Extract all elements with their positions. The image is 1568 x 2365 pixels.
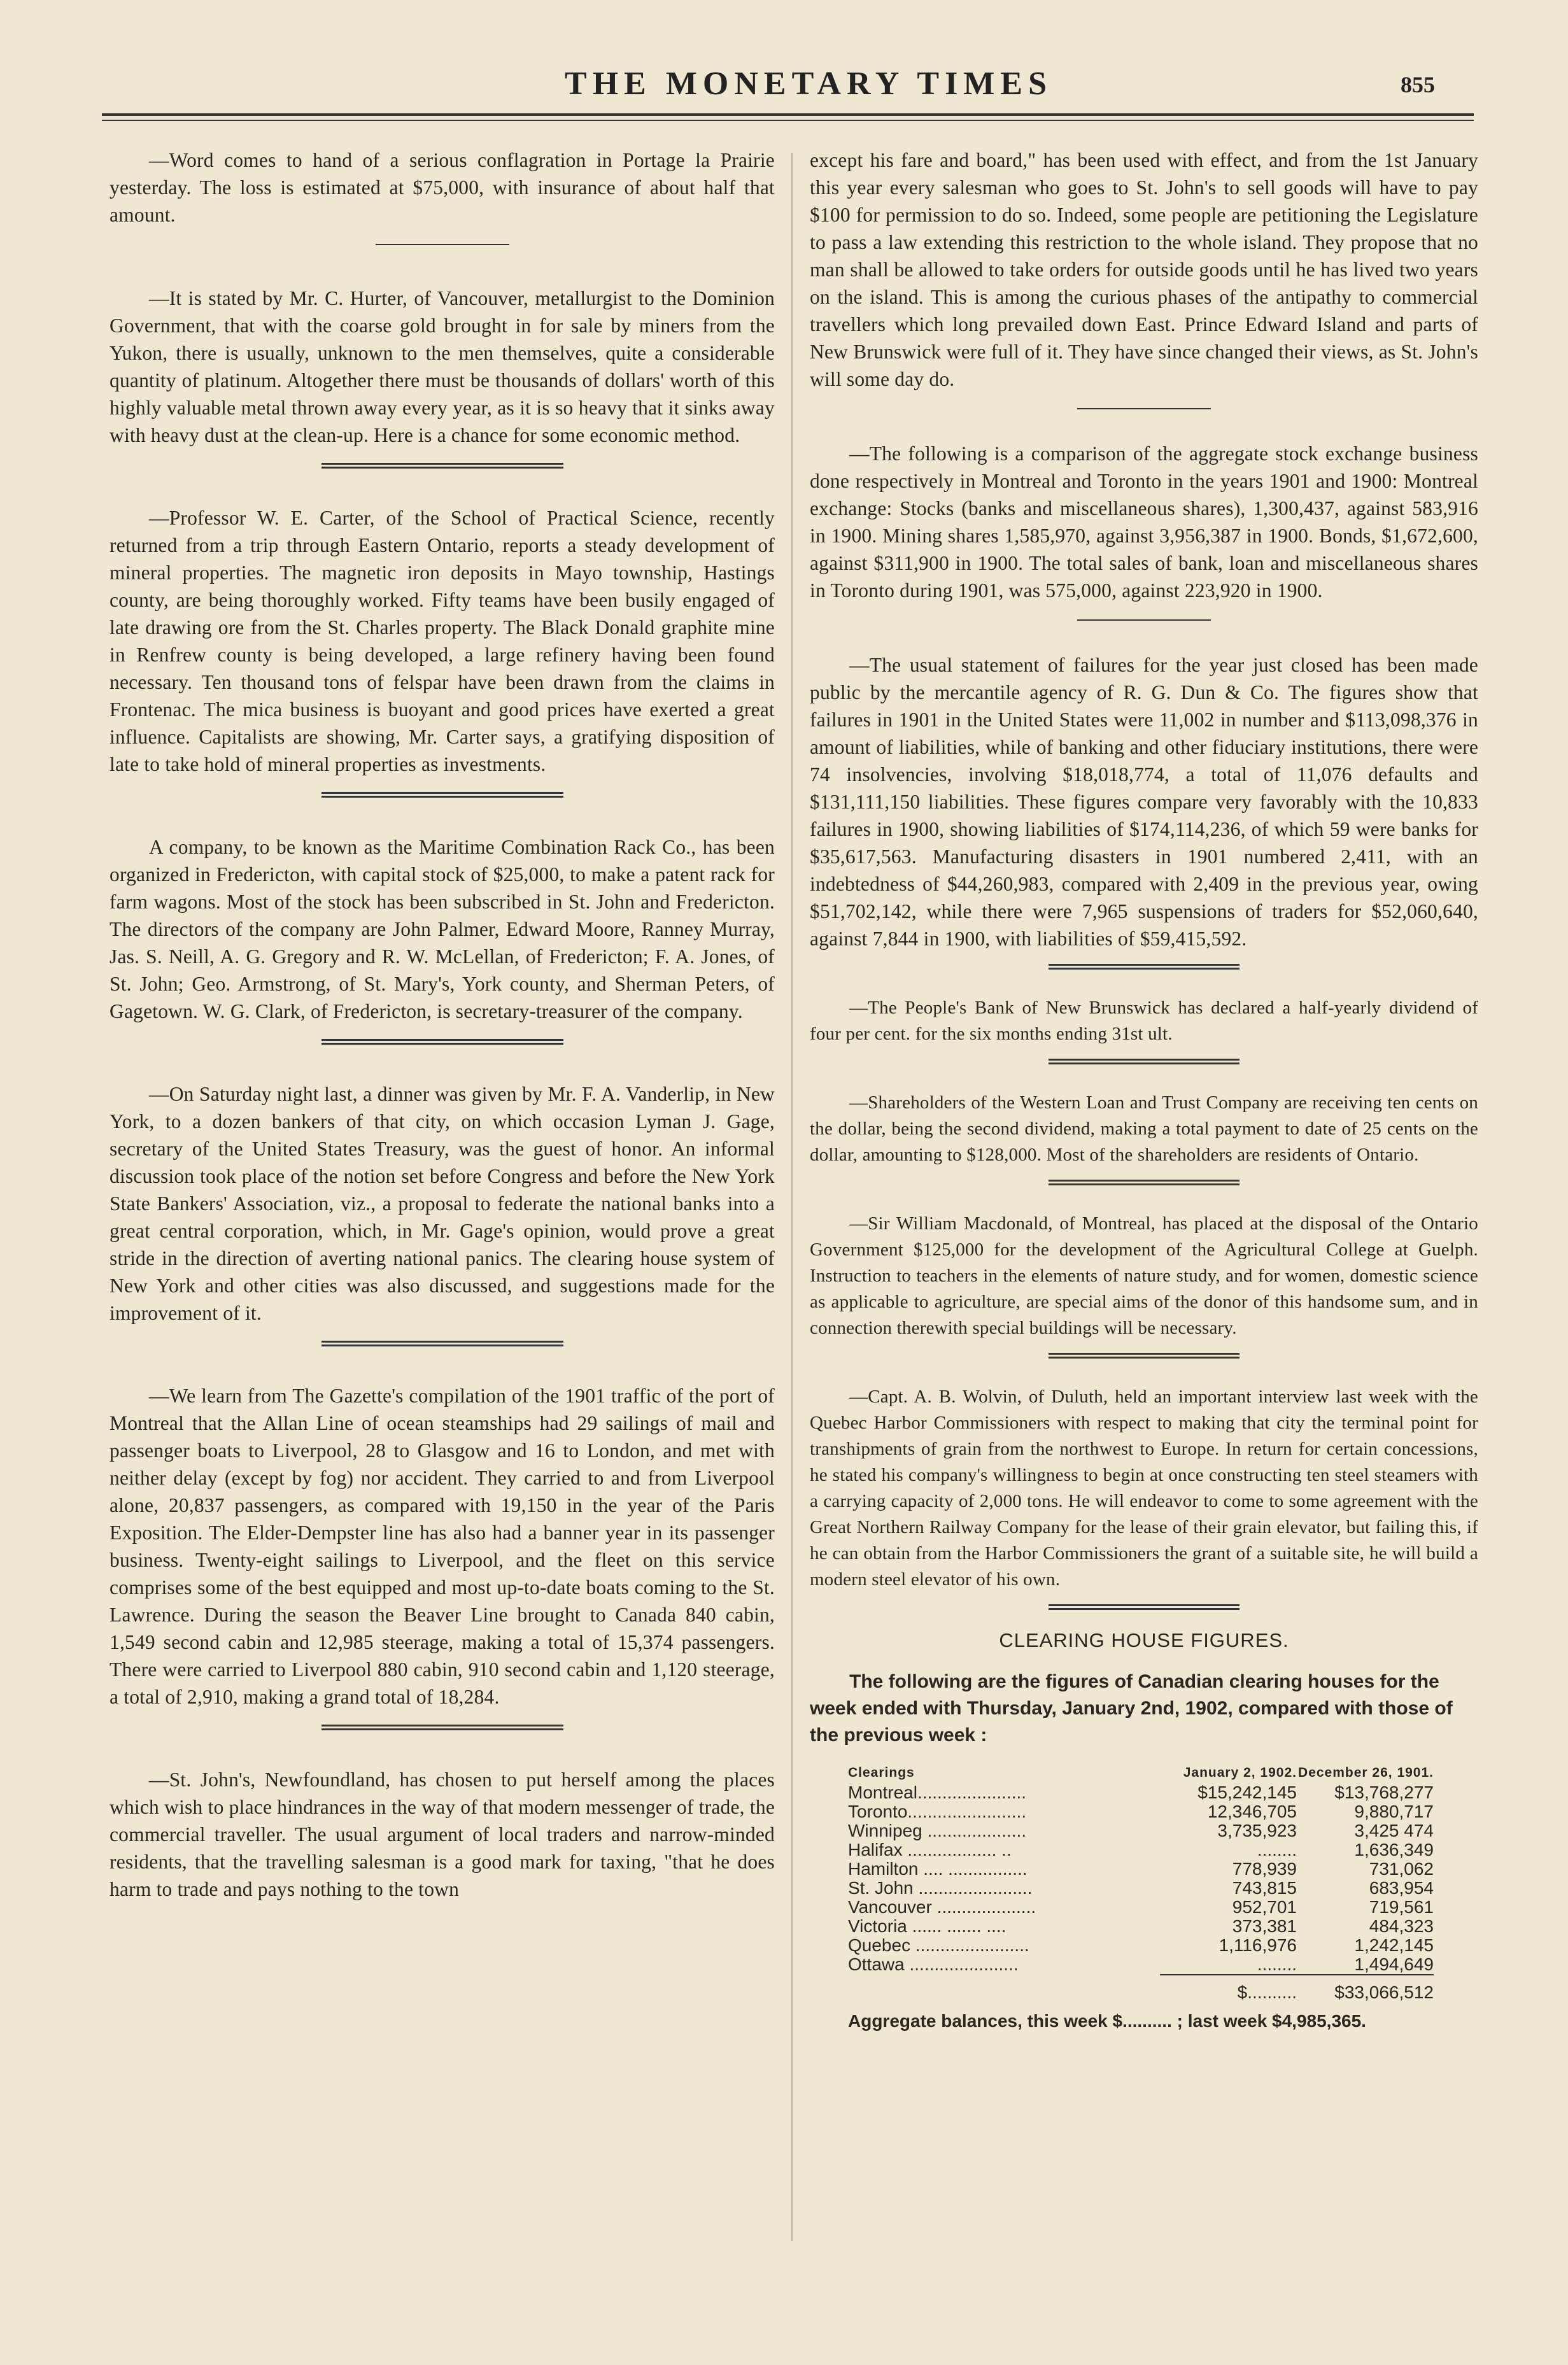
- city-name: St. John .......................: [848, 1879, 1033, 1898]
- table-row: [848, 1955, 1434, 1975]
- previous-week-value: 3,425 474: [1354, 1821, 1434, 1840]
- clearing-house-title: CLEARING HOUSE FIGURES.: [999, 1629, 1289, 1651]
- separator-rule: [1049, 964, 1240, 970]
- previous-week-total: $33,066,512: [1297, 1975, 1434, 2002]
- city-name: Winnipeg ....................: [848, 1821, 1027, 1840]
- previous-week-value: 683,954: [1369, 1878, 1434, 1898]
- article-carter-minerals: —Professor W. E. Carter, of the School of Practical Science, recently returned from a trip through Eastern Ontario, reports a steady development of mineral properties. The magnetic iron deposits in Mayo township, Hastings county, are being thoroughly worked. Fifty teams have been busily engaged of late drawing ore from the St. Charles property. The Black Donald graphite mine in Renfrew county is being developed, a large refinery having been found necessary. Ten thousand tons of felspar have been drawn from the claims in Frontenac. The mica business is buoyant and good prices have exerted a great influence. Capitalists are showing, Mr. Carter says, a gratifying disposition of late to take hold of mineral properties as investments.: [109, 507, 775, 775]
- previous-week-value: $13,768,277: [1334, 1783, 1434, 1802]
- separator-rule: [1049, 1059, 1240, 1064]
- current-week-value: 373,381: [1232, 1916, 1297, 1936]
- table-row: [848, 1840, 1434, 1860]
- article-wolvin-elevator: —Capt. A. B. Wolvin, of Duluth, held an important interview last week with the Quebec Harbor Commissioners with respect to making that city the terminal point for transhipments of grain from the northwest to Europe. In return for certain concessions, he stated his company's willingness to begin at once constructing ten steel steamers with a carrying capacity of 2,000 tons. He will endeavor to come to some agreement with the Great Northern Railway Company for the lease of their grain elevator, but failing this, if he can obtain from the Harbor Commissioners the grant of a suitable site, he will build a modern steel elevator of his own.: [810, 1387, 1478, 1590]
- table-row: [848, 1917, 1434, 1936]
- table-row: [848, 1821, 1434, 1840]
- previous-week-value: 1,636,349: [1354, 1840, 1434, 1860]
- clearing-table-header: [848, 1765, 1434, 1783]
- header-clearings: Clearings: [848, 1765, 915, 1780]
- previous-week-value: 1,494,649: [1354, 1954, 1434, 1974]
- current-week-total: $..........: [1160, 1975, 1297, 2002]
- table-row: [848, 1936, 1434, 1955]
- left-column: [109, 146, 775, 1903]
- separator-rule: [1077, 619, 1211, 621]
- current-week-value: 778,939: [1232, 1859, 1297, 1879]
- article-st-johns-travellers: —St. John's, Newfoundland, has chosen to put herself among the places which wish to place hindrances in the way of that modern messenger of trade, the commercial traveller. The usual argument of local traders and narrow-minded residents, that the travelling salesman is a good mark for taxing, "that he does harm to trade and pays nothing to the town: [109, 1768, 775, 1900]
- current-week-value: 743,815: [1232, 1878, 1297, 1898]
- city-name: Quebec .......................: [848, 1936, 1029, 1955]
- table-total-row: [848, 1975, 1434, 2002]
- separator-rule: [321, 792, 563, 798]
- header-dec-26: December 26, 1901.: [1298, 1765, 1434, 1780]
- header-jan-2: January 2, 1902.: [1183, 1765, 1297, 1780]
- clearing-house-intro: The following are the figures of Canadian clearing houses for the week ended with Thursday, January 2nd, 1902, compared with those of the previous week :: [810, 1671, 1453, 1746]
- city-name: Montreal......................: [848, 1783, 1027, 1802]
- previous-week-value: 731,062: [1369, 1859, 1434, 1879]
- previous-week-value: 484,323: [1369, 1916, 1434, 1936]
- header-rule-bottom: [102, 120, 1474, 121]
- table-row: [848, 1879, 1434, 1898]
- city-name: Halifax .................. ..: [848, 1840, 1012, 1860]
- article-macdonald-college: —Sir William Macdonald, of Montreal, has placed at the disposal of the Ontario Government $125,000 for the development of the Agricultural College at Guelph. Instruction to teachers in the elements of nature study, and for women, domestic science as applicable to agriculture, are special aims of the donor of this handsome sum, and in connection therewith special buildings will be necessary.: [810, 1213, 1478, 1338]
- article-platinum-yukon: —It is stated by Mr. C. Hurter, of Vancouver, metallurgist to the Dominion Government, that with the coarse gold brought in for sale by miners from the Yukon, there is usually, unknown to the men themselves, quite a considerable quantity of platinum. Altogether there must be thousands of dollars' worth of this highly valuable metal thrown away every year, as it is so heavy that it sinks away with heavy dust at the clean-up. Here is a chance for some economic method.: [109, 287, 775, 446]
- previous-week-value: 1,242,145: [1354, 1935, 1434, 1955]
- table-row: [848, 1898, 1434, 1917]
- separator-rule: [1049, 1604, 1240, 1610]
- separator-rule: [321, 1341, 563, 1346]
- separator-rule: [321, 463, 563, 469]
- clearing-house-table: [848, 1765, 1434, 2002]
- total-label: [848, 1975, 1160, 2002]
- separator-rule: [376, 244, 509, 245]
- previous-week-value: 719,561: [1369, 1897, 1434, 1917]
- current-week-value: 1,116,976: [1218, 1935, 1297, 1955]
- separator-rule: [1049, 1353, 1240, 1359]
- city-name: Toronto........................: [848, 1802, 1027, 1821]
- article-maritime-rack: A company, to be known as the Maritime Combination Rack Co., has been organized in Fredericton, with capital stock of $25,000, to make a patent rack for farm wagons. Most of the stock has been subscribed in St. John and Fredericton. The directors of the company are John Palmer, Edward Moore, Ranney Murray, Jas. S. Neill, A. G. Gregory and R. W. McLellan, of Fredericton; F. A. Jones, of St. John; Geo. Armstrong, of St. Mary's, York county, and Sherman Peters, of Gagetown. W. G. Clark, of Fredericton, is secretary-treasurer of the company.: [109, 836, 775, 1022]
- city-name: Victoria ...... ....... ....: [848, 1917, 1006, 1936]
- article-failures: —The usual statement of failures for the year just closed has been made public by the mercantile agency of R. G. Dun & Co. The figures show that failures in 1901 in the United States were 11,002 in number and $113,098,376 in amount of liabilities, while of banking and other fiduciary institutions, there were 74 insolvencies, involving $18,018,774, a total of 11,076 defaults and $131,111,150 liabilities. These figures compare very favorably with the 10,833 failures in 1900, showing liabilities of $174,114,236, of which 59 were banks for $35,617,563. Manufacturing disasters in 1901 numbered 2,411, with an indebtedness of $44,260,983, compared with 2,409 in the previous year, owing $51,702,142, while there were 7,965 suspensions of traders for $52,060,640, against 7,844 in 1900, with liabilities of $59,415,592.: [810, 654, 1478, 950]
- current-week-value: $15,242,145: [1197, 1783, 1297, 1802]
- previous-week-value: 9,880,717: [1354, 1802, 1434, 1821]
- page-number: 855: [1401, 72, 1435, 97]
- separator-rule: [1077, 408, 1211, 409]
- header-rule-top: [102, 113, 1474, 116]
- separator-rule: [1049, 1180, 1240, 1185]
- city-name: Hamilton .... ................: [848, 1860, 1028, 1879]
- table-row: [848, 1860, 1434, 1879]
- article-portage-fire: —Word comes to hand of a serious conflagration in Portage la Prairie yesterday. The loss is estimated at $75,000, with insurance of about half that amount.: [109, 149, 775, 226]
- city-name: Vancouver ....................: [848, 1898, 1036, 1917]
- aggregate-balances: Aggregate balances, this week $.......... ; last week $4,985,365.: [848, 2011, 1366, 2031]
- article-stock-exchange: —The following is a comparison of the aggregate stock exchange business done respectively in Montreal and Toronto in the years 1901 and 1900: Montreal exchange: Stocks (banks and miscellaneous shares), 1,300,437, against 583,916 in 1900. Mining shares 1,585,970, against 3,956,387 in 1900. Bonds, $1,672,600, against $311,900 in 1900. The total sales of bank, loan and miscellaneous shares in Toronto during 1901, was 575,000, against 223,920 in 1900.: [810, 442, 1478, 602]
- right-column: [810, 146, 1478, 2031]
- table-row: [848, 1802, 1434, 1821]
- masthead-title: THE MONETARY TIMES: [565, 66, 1052, 102]
- table-row: [848, 1783, 1434, 1802]
- article-montreal-traffic: —We learn from The Gazette's compilation of the 1901 traffic of the port of Montreal that the Allan Line of ocean steamships had 29 sailings of mail and passenger boats to Liverpool, 28 to Glasgow and 16 to London, and met with neither delay (except by fog) nor accident. They carried to and from Liverpool alone, 20,837 passengers, as compared with 19,150 in the year of the Paris Exposition. The Elder-Dempster line has also had a banner year in its passenger business. Twenty-eight sailings to Liverpool, and the fleet on this service comprises some of the best equipped and most up-to-date boats coming to the St. Lawrence. During the season the Beaver Line brought to Canada 840 cabin, 1,549 second cabin and 12,985 steerage, making a total of 15,374 passengers. There were carried to Liverpool 880 cabin, 910 second cabin and 1,120 steerage, a total of 2,910, making a grand total of 18,284.: [109, 1385, 775, 1708]
- separator-rule: [321, 1725, 563, 1730]
- current-week-value: ........: [1257, 1954, 1297, 1974]
- current-week-value: 952,701: [1232, 1897, 1297, 1917]
- article-peoples-bank: —The People's Bank of New Brunswick has declared a half-yearly dividend of four per cent. for the six months ending 31st ult.: [810, 998, 1478, 1044]
- current-week-value: ........: [1257, 1840, 1297, 1860]
- article-western-loan: —Shareholders of the Western Loan and Trust Company are receiving ten cents on the dollar, being the second dividend, making a total payment to date of 25 cents on the dollar, amounting to $128,000. Most of the shareholders are residents of Ontario.: [810, 1092, 1478, 1165]
- article-st-johns-continued: except his fare and board," has been used with effect, and from the 1st January this year every salesman who goes to St. John's to sell goods will have to pay $100 for permission to do so. Indeed, some people are petitioning the Legislature to pass a law extending this restriction to the whole island. They propose that no man shall be allowed to take orders for outside goods until he has lived two years on the island. This is among the curious phases of the antipathy to commercial travellers which long prevailed down East. Prince Edward Island and parts of New Brunswick were full of it. They have since changed their views, as St. John's will some day do.: [810, 149, 1478, 390]
- current-week-value: 12,346,705: [1207, 1802, 1297, 1821]
- separator-rule: [321, 1039, 563, 1045]
- column-divider: [791, 153, 793, 2241]
- article-vanderlip-dinner: —On Saturday night last, a dinner was given by Mr. F. A. Vanderlip, in New York, to a dozen bankers of that city, on which occasion Lyman J. Gage, secretary of the United States Treasury, was the guest of honor. An informal discussion took place of the notion set before Congress and before the New York State Bankers' Association, viz., a proposal to federate the national banks into a great central corporation, which, in Mr. Gage's opinion, would prove a great stride in the direction of averting national panics. The clearing house system of New York and other cities was also discussed, and suggestions made for the improvement of it.: [109, 1083, 775, 1324]
- current-week-value: 3,735,923: [1217, 1821, 1297, 1840]
- city-name: Ottawa ......................: [848, 1955, 1019, 1974]
